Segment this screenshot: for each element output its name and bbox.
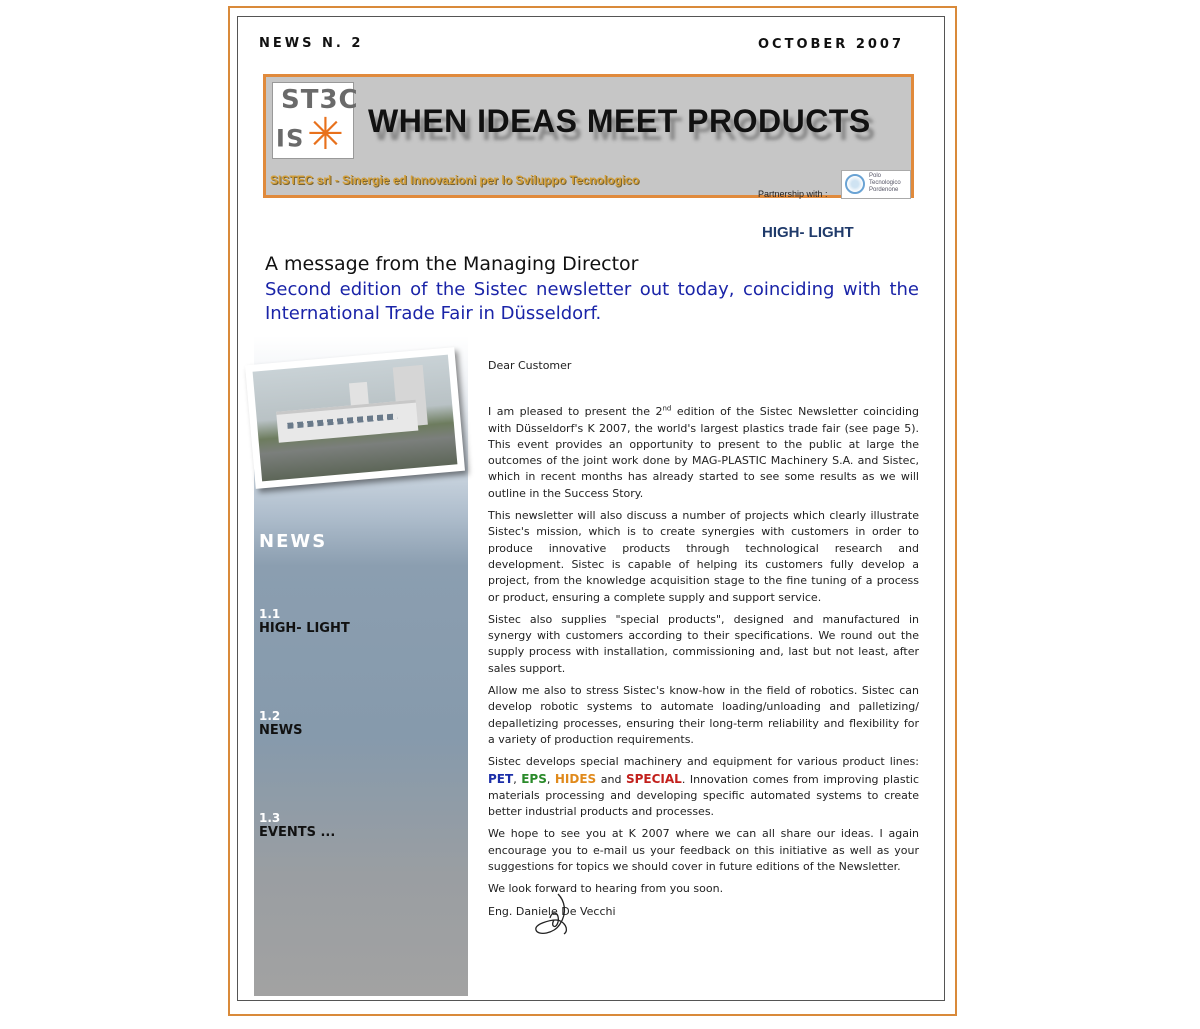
letter-paragraph: We hope to see you at K 2007 where we can all share our ideas. I again encourage you to e-mail us your feedback on this initiative as well as your suggestions for topics we should cover in future editions of the Newsletter. — [488, 827, 919, 874]
logo-wordmark-rotated: SI — [275, 123, 304, 151]
sidebar-item-events[interactable]: EVENTS ... — [259, 825, 336, 840]
sidebar-heading: NEWS — [259, 531, 328, 552]
logo-wordmark: ST3C — [281, 85, 359, 115]
partner-name: Polo Tecnologico Pordenone — [869, 173, 901, 193]
globe-icon — [845, 174, 865, 194]
section-tag: HIGH- LIGHT — [762, 224, 854, 241]
product-line-pet: PET — [488, 771, 514, 786]
sistec-logo — [272, 82, 359, 160]
star-icon: ✳ — [307, 109, 344, 160]
product-line-eps: EPS — [521, 771, 547, 786]
masthead-title: WHEN IDEAS MEET PRODUCTS — [368, 103, 871, 139]
masthead-subtitle: SISTEC srl - Sinergie ed Innovazioni per lo Sviluppo Tecnologico — [270, 173, 640, 187]
sidebar-item-highlight[interactable]: HIGH- LIGHT — [259, 621, 350, 636]
signoff: Eng. Daniele De Vecchi — [488, 904, 616, 918]
partnership-label: Partnership with : — [758, 189, 828, 199]
issue-number: NEWS N. 2 — [259, 36, 364, 51]
handwritten-signature — [530, 890, 590, 940]
message-title: A message from the Managing Director — [265, 253, 639, 275]
letter-paragraph: This newsletter will also discuss a number of projects which clearly illustrate Sistec's mission, which is to create synergies with customers in order to produce innovative products through technological research and development. Sistec is capable of helping its customers fully develop a project, from the knowledge acquisition stage to the fine tuning of a process or product, ensuring a complete supply and support service. — [488, 509, 919, 604]
salutation: Dear Customer — [488, 359, 572, 372]
letter-paragraph: I am pleased to present the 2nd edition of the Sistec Newsletter coinciding with Düsseldorf's K 2007, the world's largest plastics trade fair (see page 5). This event provides an opportunity to present to the public at large the outcomes of the joint work done by MAG-PLASTIC Machinery S.A. and Sistec, which in recent months has already started to see some results as we will outline in the Success Story. — [488, 404, 919, 500]
letter-paragraph: Sistec also supplies "special products", designed and manufactured in synergy with customers according to their specifications. We round out the supply process with installation, commissioning and, last but not least, after sales support. — [488, 612, 919, 675]
masthead-banner — [263, 74, 914, 198]
letter-paragraph: Allow me also to stress Sistec's know-how in the field of robotics. Sistec can develop robotic systems to automate loading/unloading and palletizing/ depalletizing processes, ensuring their long-term reliability and flexibility for a variety of production requirements. — [488, 684, 919, 746]
issue-date: OCTOBER 2007 — [758, 37, 905, 52]
sidebar-item-number: 1.1 — [259, 607, 281, 621]
closing-line: We look forward to hearing from you soon. — [488, 882, 724, 896]
letter-body — [488, 358, 919, 926]
building-photo — [245, 347, 465, 489]
sidebar-item-news[interactable]: NEWS — [259, 723, 303, 738]
sidebar-item-number: 1.2 — [259, 709, 281, 723]
sidebar-item-number: 1.3 — [259, 811, 281, 825]
partner-logo — [841, 170, 911, 199]
letter-paragraph: Sistec develops special machinery and equipment for various product lines: PET, EPS, HIDES and SPECIAL. Innovation comes from improving plastic materials processing and developing specific automated systems to create better industrial products and processes. — [488, 755, 919, 819]
product-line-special: SPECIAL — [625, 771, 682, 786]
headline: Second edition of the Sistec newsletter out today, coinciding with the International Trade Fair in Düsseldorf. — [265, 279, 919, 324]
product-line-hides: HIDES — [554, 771, 597, 786]
